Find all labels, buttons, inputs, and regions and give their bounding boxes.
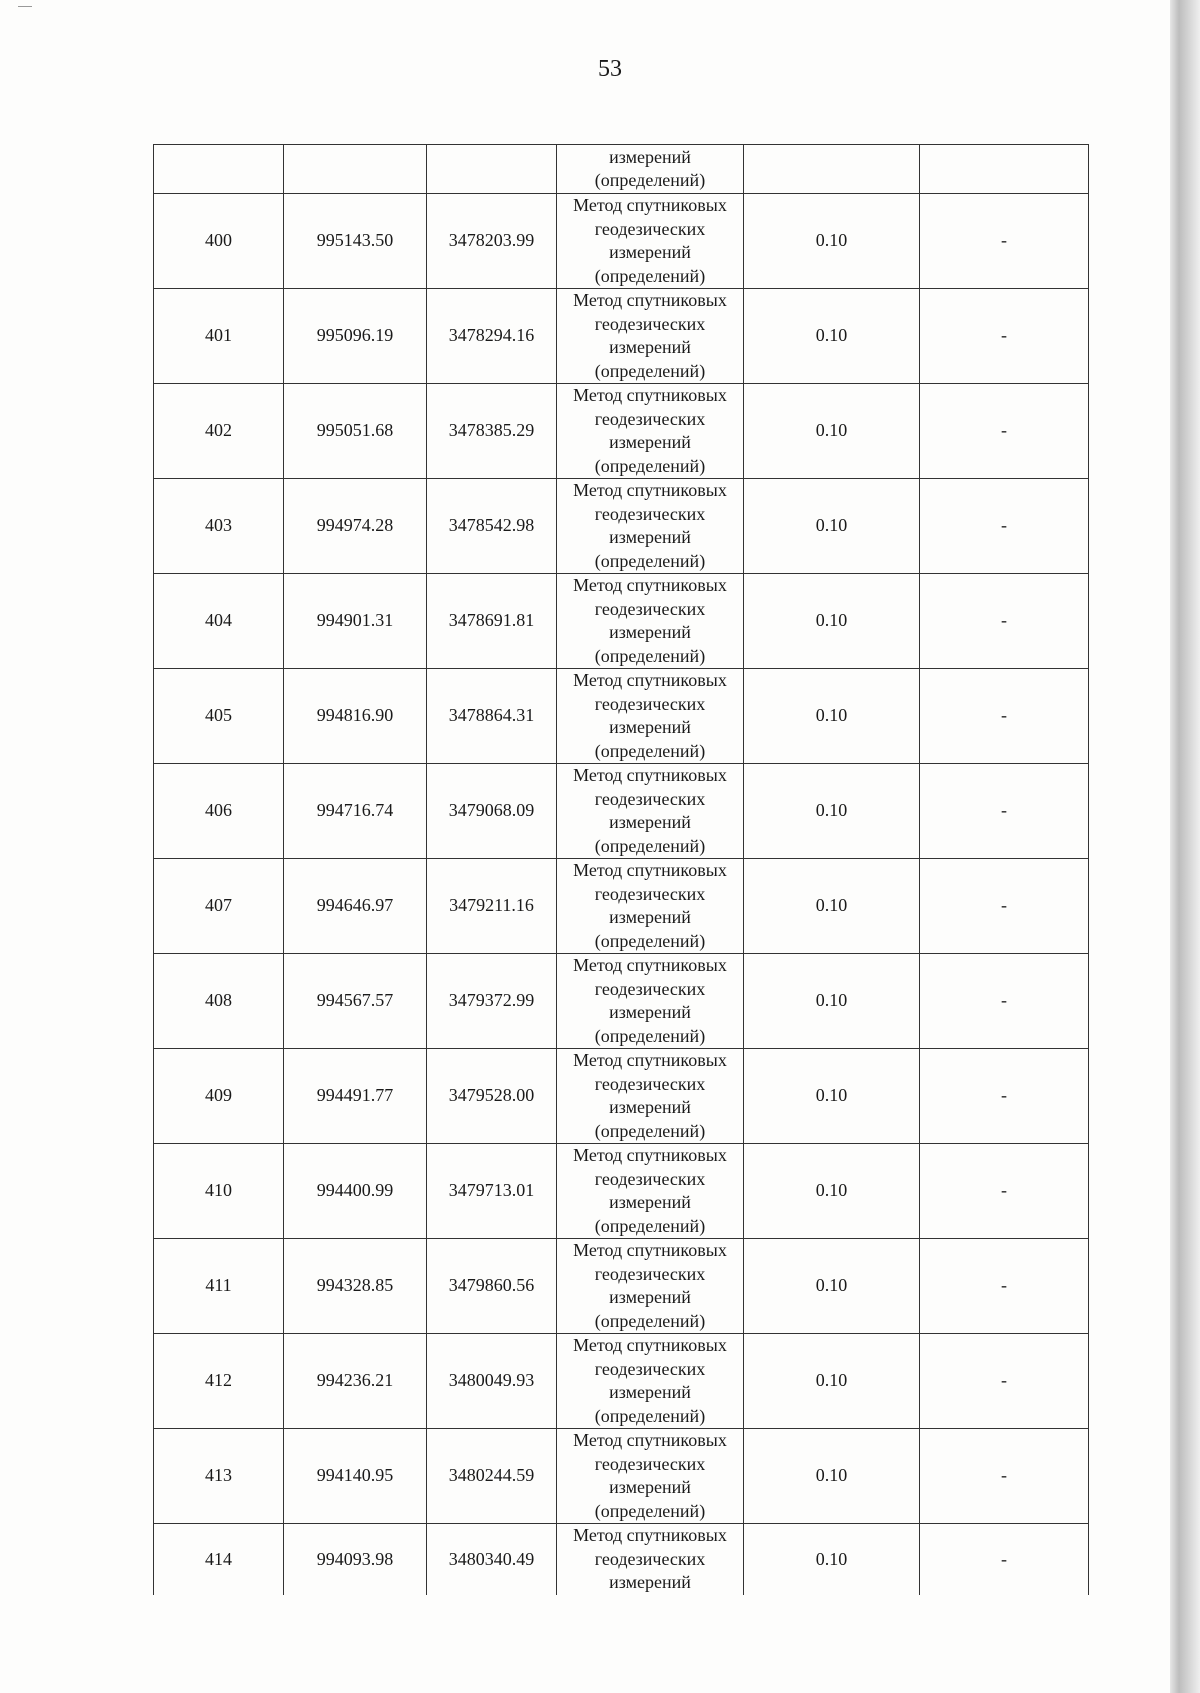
cell-method [557, 859, 744, 954]
method-line: Метод спутниковых [573, 195, 727, 215]
method-line: (определений) [594, 930, 706, 951]
cell-number: 405 [154, 669, 284, 764]
cell-number: 408 [154, 954, 284, 1049]
method-line: Метод спутниковых [573, 860, 727, 880]
cell-accuracy: 0.10 [744, 764, 920, 859]
cell-accuracy [744, 145, 920, 194]
table-row [154, 764, 1089, 859]
cell-x: 995051.68 [284, 384, 427, 479]
method-line: (определений) [594, 1500, 706, 1521]
table-row [154, 479, 1089, 574]
cell-note: - [920, 1429, 1089, 1524]
cell-y [427, 145, 557, 194]
cell-x: 995096.19 [284, 289, 427, 384]
cell-note: - [920, 1049, 1089, 1144]
cell-note [920, 145, 1089, 194]
table-row [154, 1334, 1089, 1429]
table-row [154, 859, 1089, 954]
method-text [557, 669, 743, 763]
method-line: Метод спутниковых [573, 765, 727, 785]
method-text [557, 859, 743, 953]
coordinates-table [153, 144, 1089, 1595]
cell-note: - [920, 1239, 1089, 1334]
table-row [154, 1429, 1089, 1524]
method-line: геодезических [594, 1168, 706, 1189]
cell-x: 994236.21 [284, 1334, 427, 1429]
cell-y: 3478864.31 [427, 669, 557, 764]
method-text [557, 1239, 743, 1333]
cell-note: - [920, 289, 1089, 384]
cell-note: - [920, 1144, 1089, 1239]
table-row [154, 194, 1089, 289]
cell-accuracy: 0.10 [744, 479, 920, 574]
method-line: (определений) [594, 1215, 706, 1236]
cell-y: 3480340.49 [427, 1524, 557, 1595]
cell-method [557, 1144, 744, 1239]
method-line: Метод спутниковых [573, 955, 727, 975]
method-line: измерений [609, 812, 691, 832]
method-line: Метод спутниковых [573, 1335, 727, 1355]
method-line: геодезических [594, 408, 706, 429]
cell-number: 403 [154, 479, 284, 574]
cell-x: 995143.50 [284, 194, 427, 289]
method-line: Метод спутниковых [573, 1430, 727, 1450]
cell-number: 404 [154, 574, 284, 669]
method-line: (определений) [594, 550, 706, 571]
method-text [557, 479, 743, 573]
cell-number: 400 [154, 194, 284, 289]
cell-number: 401 [154, 289, 284, 384]
cell-x: 994816.90 [284, 669, 427, 764]
method-text [557, 954, 743, 1048]
method-line: геодезических [594, 1073, 706, 1094]
method-line: Метод спутниковых [573, 290, 727, 310]
table-row [154, 669, 1089, 764]
table-row [154, 289, 1089, 384]
cell-method [557, 384, 744, 479]
method-line: измерений [609, 1477, 691, 1497]
cell-x: 994491.77 [284, 1049, 427, 1144]
method-line: измерений [609, 146, 691, 167]
cell-y: 3478542.98 [427, 479, 557, 574]
cell-note: - [920, 479, 1089, 574]
cell-note: - [920, 669, 1089, 764]
method-line: Метод спутниковых [573, 385, 727, 405]
method-line: измерений [609, 242, 691, 262]
method-line: геодезических [594, 313, 706, 334]
cell-accuracy: 0.10 [744, 1524, 920, 1595]
scan-mark [18, 6, 32, 7]
cell-y: 3479211.16 [427, 859, 557, 954]
cell-note: - [920, 574, 1089, 669]
cell-y: 3478691.81 [427, 574, 557, 669]
method-line: (определений) [594, 455, 706, 476]
method-text [557, 764, 743, 858]
cell-x: 994716.74 [284, 764, 427, 859]
method-line: Метод спутниковых [573, 575, 727, 595]
cell-method [557, 1524, 744, 1595]
cell-note: - [920, 954, 1089, 1049]
cell-method [557, 1429, 744, 1524]
cell-y: 3480244.59 [427, 1429, 557, 1524]
cell-method [557, 574, 744, 669]
method-text [557, 574, 743, 668]
cell-accuracy: 0.10 [744, 859, 920, 954]
cell-y: 3478385.29 [427, 384, 557, 479]
method-line: измерений [609, 1572, 691, 1592]
cell-number: 410 [154, 1144, 284, 1239]
cell-method [557, 194, 744, 289]
method-line: (определений) [594, 1025, 706, 1046]
method-text [557, 1524, 743, 1595]
cell-method [557, 1239, 744, 1334]
method-line: измерений [609, 1097, 691, 1117]
method-line: геодезических [594, 503, 706, 524]
method-line: (определений) [594, 835, 706, 856]
cell-note: - [920, 859, 1089, 954]
table-row [154, 954, 1089, 1049]
method-line: геодезических [594, 788, 706, 809]
method-line: (определений) [594, 360, 706, 381]
method-line: геодезических [594, 1453, 706, 1474]
method-line: геодезических [594, 1548, 706, 1569]
method-line: измерений [609, 1287, 691, 1307]
cell-accuracy: 0.10 [744, 384, 920, 479]
cell-y: 3479372.99 [427, 954, 557, 1049]
table-row [154, 1144, 1089, 1239]
method-line: геодезических [594, 598, 706, 619]
cell-accuracy: 0.10 [744, 1144, 920, 1239]
cell-method [557, 764, 744, 859]
cell-y: 3480049.93 [427, 1334, 557, 1429]
cell-accuracy: 0.10 [744, 954, 920, 1049]
method-text [557, 384, 743, 478]
method-line: Метод спутниковых [573, 1240, 727, 1260]
method-text [557, 146, 743, 193]
cell-accuracy: 0.10 [744, 669, 920, 764]
method-text [557, 289, 743, 383]
table-row [154, 574, 1089, 669]
method-line: геодезических [594, 693, 706, 714]
method-line: измерений [609, 1382, 691, 1402]
cell-number: 402 [154, 384, 284, 479]
method-line: измерений [609, 907, 691, 927]
cell-number: 411 [154, 1239, 284, 1334]
cell-x: 994901.31 [284, 574, 427, 669]
cell-number: 407 [154, 859, 284, 954]
cell-method [557, 1334, 744, 1429]
method-line: (определений) [594, 265, 706, 286]
page-number: 53 [598, 56, 622, 82]
cell-y: 3478294.16 [427, 289, 557, 384]
method-line: (определений) [594, 645, 706, 666]
cell-method [557, 289, 744, 384]
cell-accuracy: 0.10 [744, 1049, 920, 1144]
cell-note: - [920, 1334, 1089, 1429]
cell-method [557, 669, 744, 764]
cell-x: 994140.95 [284, 1429, 427, 1524]
cell-method [557, 145, 744, 194]
method-line: Метод спутниковых [573, 1525, 727, 1545]
cell-number [154, 145, 284, 194]
table-row [154, 1239, 1089, 1334]
cell-accuracy: 0.10 [744, 1334, 920, 1429]
cell-note: - [920, 194, 1089, 289]
cell-accuracy: 0.10 [744, 1239, 920, 1334]
cell-number: 414 [154, 1524, 284, 1595]
table-body [154, 145, 1089, 1595]
cell-accuracy: 0.10 [744, 1429, 920, 1524]
method-line: измерений [609, 717, 691, 737]
cell-method [557, 954, 744, 1049]
method-line: (определений) [594, 740, 706, 761]
cell-note: - [920, 1524, 1089, 1595]
method-line: измерений [609, 1002, 691, 1022]
method-line: Метод спутниковых [573, 480, 727, 500]
cell-number: 412 [154, 1334, 284, 1429]
cell-number: 409 [154, 1049, 284, 1144]
cell-method [557, 479, 744, 574]
cell-y: 3478203.99 [427, 194, 557, 289]
cell-accuracy: 0.10 [744, 289, 920, 384]
cell-x: 994093.98 [284, 1524, 427, 1595]
cell-number: 413 [154, 1429, 284, 1524]
method-text [557, 1334, 743, 1428]
cell-accuracy: 0.10 [744, 574, 920, 669]
method-line: (определений) [594, 170, 706, 190]
method-line: геодезических [594, 218, 706, 239]
cell-x: 994646.97 [284, 859, 427, 954]
method-line: измерений [609, 622, 691, 642]
method-line: Метод спутниковых [573, 1145, 727, 1165]
table-row [154, 1049, 1089, 1144]
cell-number: 406 [154, 764, 284, 859]
method-line: Метод спутниковых [573, 1050, 727, 1070]
cell-method [557, 1049, 744, 1144]
method-line: геодезических [594, 1263, 706, 1284]
method-text [557, 1144, 743, 1238]
cell-accuracy: 0.10 [744, 194, 920, 289]
method-line: (определений) [594, 1405, 706, 1426]
method-line: геодезических [594, 978, 706, 999]
table-row-partial [154, 1524, 1089, 1595]
cell-note: - [920, 764, 1089, 859]
table-row-continued [154, 145, 1089, 194]
method-line: (определений) [594, 1120, 706, 1141]
method-line: геодезических [594, 883, 706, 904]
cell-y: 3479068.09 [427, 764, 557, 859]
method-line: геодезических [594, 1358, 706, 1379]
page-edge-shadow [1170, 0, 1200, 1693]
method-text [557, 1049, 743, 1143]
cell-x: 994567.57 [284, 954, 427, 1049]
cell-x: 994974.28 [284, 479, 427, 574]
method-line: измерений [609, 337, 691, 357]
cell-x: 994328.85 [284, 1239, 427, 1334]
cell-y: 3479528.00 [427, 1049, 557, 1144]
cell-x: 994400.99 [284, 1144, 427, 1239]
method-text [557, 194, 743, 288]
method-line: (определений) [594, 1310, 706, 1331]
method-line: измерений [609, 1192, 691, 1212]
cell-y: 3479860.56 [427, 1239, 557, 1334]
cell-x [284, 145, 427, 194]
method-line: измерений [609, 432, 691, 452]
table-row [154, 384, 1089, 479]
method-line: измерений [609, 527, 691, 547]
method-text [557, 1429, 743, 1523]
cell-y: 3479713.01 [427, 1144, 557, 1239]
method-line: Метод спутниковых [573, 670, 727, 690]
cell-note: - [920, 384, 1089, 479]
